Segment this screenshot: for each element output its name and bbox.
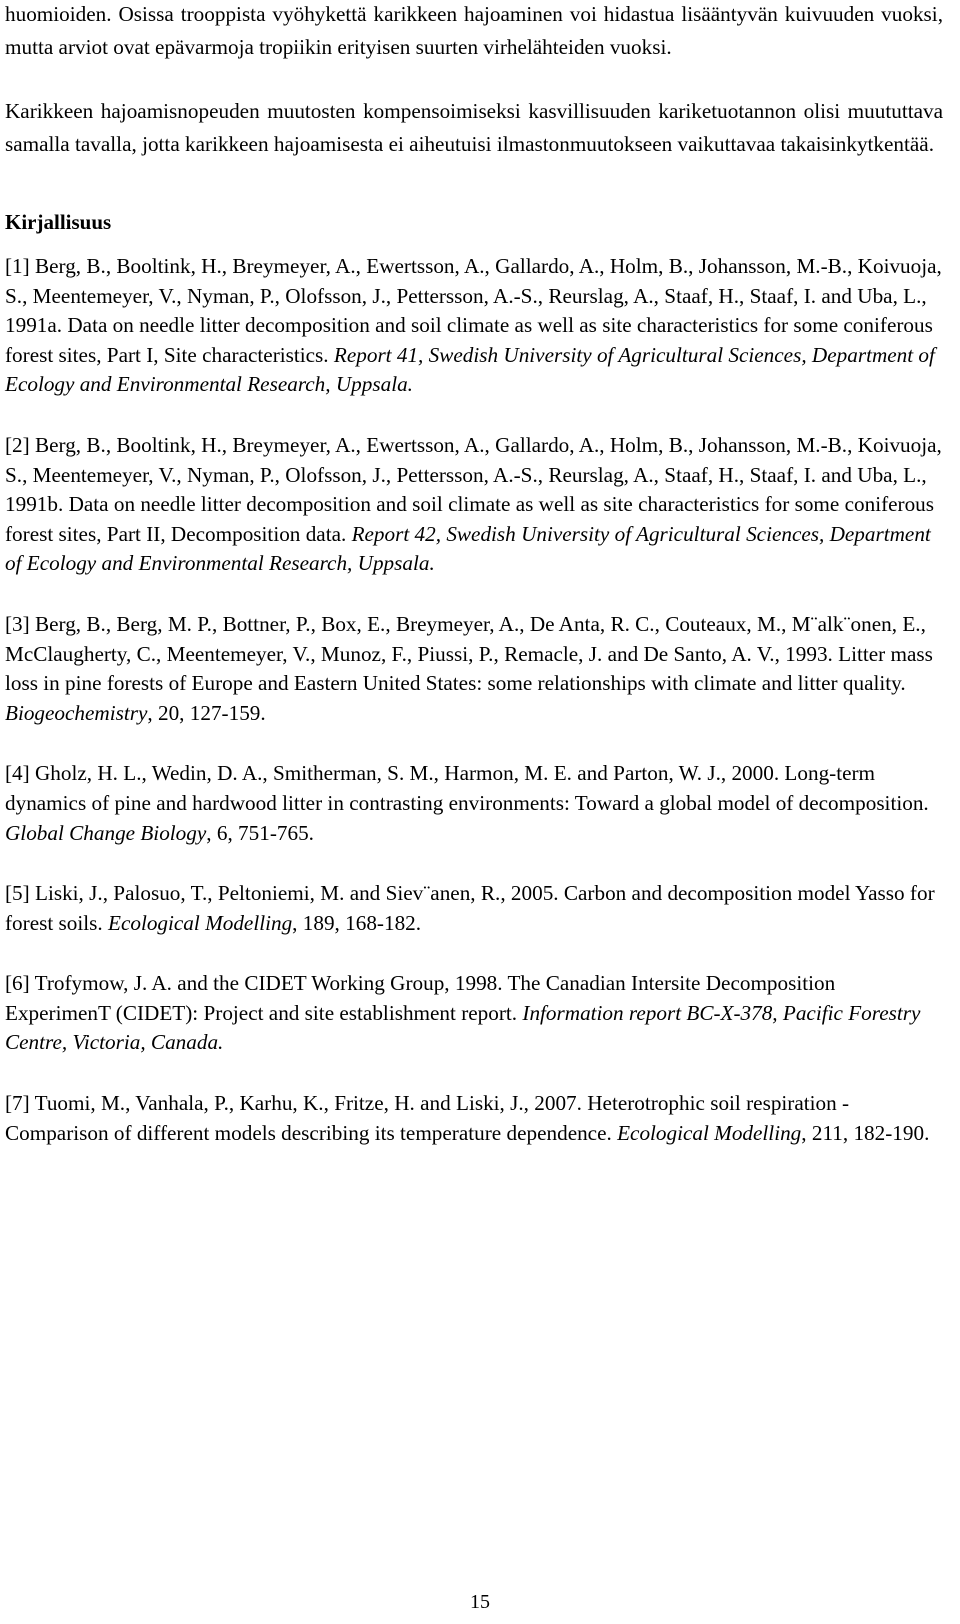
- reference-text: [5] Liski, J., Palosuo, T., Peltoniemi, M. and Siev¨anen, R., 2005. Carbon and decomposition model Yasso for forest soils.: [5, 881, 935, 935]
- reference-text: [4] Gholz, H. L., Wedin, D. A., Smitherman, S. M., Harmon, M. E. and Parton, W. J., 2000. Long-term dynamics of pine and hardwood litter in contrasting environments: Toward a global model of decomposition.: [5, 761, 929, 815]
- reference-item: [5, 610, 943, 728]
- reference-item: [5, 252, 943, 400]
- reference-tail: , 20, 127-159.: [147, 700, 266, 725]
- reference-list: [5, 252, 943, 1148]
- reference-source: Report 41, Swedish University of Agricultural Sciences, Department of Ecology and Environmental Research, Uppsala.: [5, 342, 935, 397]
- reference-tail: , 211, 182-190.: [801, 1120, 930, 1145]
- reference-source: Ecological Modelling: [617, 1120, 802, 1145]
- body-paragraph: Karikkeen hajoamisnopeuden muutosten kompensoimiseksi kasvillisuuden kariketuotannon olisi muututtava samalla tavalla, jotta karikkeen hajoamisesta ei aiheutuisi ilmastonmuutokseen vaikuttavaa takaisinkytkentää.: [5, 99, 943, 156]
- body-paragraph: huomioiden. Osissa trooppista vyöhykettä karikkeen hajoaminen voi hidastua lisääntyvän kuivuuden vuoksi, mutta arviot ovat epävarmoja tropiikin erityisen suurten virhelähteiden vuoksi.: [5, 2, 943, 59]
- reference-text: [7] Tuomi, M., Vanhala, P., Karhu, K., Fritze, H. and Liski, J., 2007. Heterotrophic soil respiration - Comparison of different models describing its temperature dependence.: [5, 1091, 850, 1145]
- reference-source: Global Change Biology: [5, 820, 207, 845]
- reference-source: Biogeochemistry: [5, 700, 148, 725]
- reference-text: [1] Berg, B., Booltink, H., Breymeyer, A., Ewertsson, A., Gallardo, A., Holm, B., Johansson, M.-B., Koivuoja, S., Meentemeyer, V., Nyman, P., Olofsson, J., Pettersson, A.-S., Reurslag, A., Staaf, H., Staaf, I. and Uba, L., 1991a. Data on needle litter decomposition and soil climate as well as site characteristics for some coniferous forest sites, Part I, Site characteristics.: [5, 254, 942, 367]
- reference-text: [2] Berg, B., Booltink, H., Breymeyer, A., Ewertsson, A., Gallardo, A., Holm, B., Johansson, M.-B., Koivuoja, S., Meentemeyer, V., Nyman, P., Olofsson, J., Pettersson, A.-S., Reurslag, A., Staaf, H., Staaf, I. and Uba, L., 1991b. Data on needle litter decomposition and soil climate as well as site characteristics for some coniferous forest sites, Part II, Decomposition data.: [5, 432, 942, 546]
- reference-tail: , 189, 168-182.: [292, 910, 422, 935]
- reference-item: [5, 759, 943, 848]
- page-number: 15: [470, 1591, 490, 1613]
- reference-item: [5, 1089, 943, 1148]
- page-content: [5, 0, 943, 1179]
- reference-source: Report 42, Swedish University of Agricultural Sciences, Department of Ecology and Environmental Research, Uppsala.: [5, 521, 931, 576]
- reference-item: [5, 969, 943, 1058]
- reference-text: [3] Berg, B., Berg, M. P., Bottner, P., Box, E., Breymeyer, A., De Anta, R. C., Couteaux, M., M¨alk¨onen, E., McClaugherty, C., Meentemeyer, V., Munoz, F., Piussi, P., Remacle, J. and De Santo, A. V., 1993. Litter mass loss in pine forests of Europe and Eastern United States: some relationships with climate and litter quality.: [5, 611, 933, 696]
- reference-source: Ecological Modelling: [108, 910, 293, 935]
- reference-item: [5, 879, 943, 938]
- reference-text: [6] Trofymow, J. A. and the CIDET Working Group, 1998. The Canadian Intersite Decomposition ExperimenT (CIDET): Project and site establishment report.: [5, 971, 836, 1025]
- reference-item: [5, 431, 943, 579]
- reference-source: Information report BC-X-378, Pacific Forestry Centre, Victoria, Canada.: [5, 1000, 921, 1055]
- section-heading: Kirjallisuus: [5, 210, 112, 234]
- reference-tail: , 6, 751-765.: [206, 820, 314, 845]
